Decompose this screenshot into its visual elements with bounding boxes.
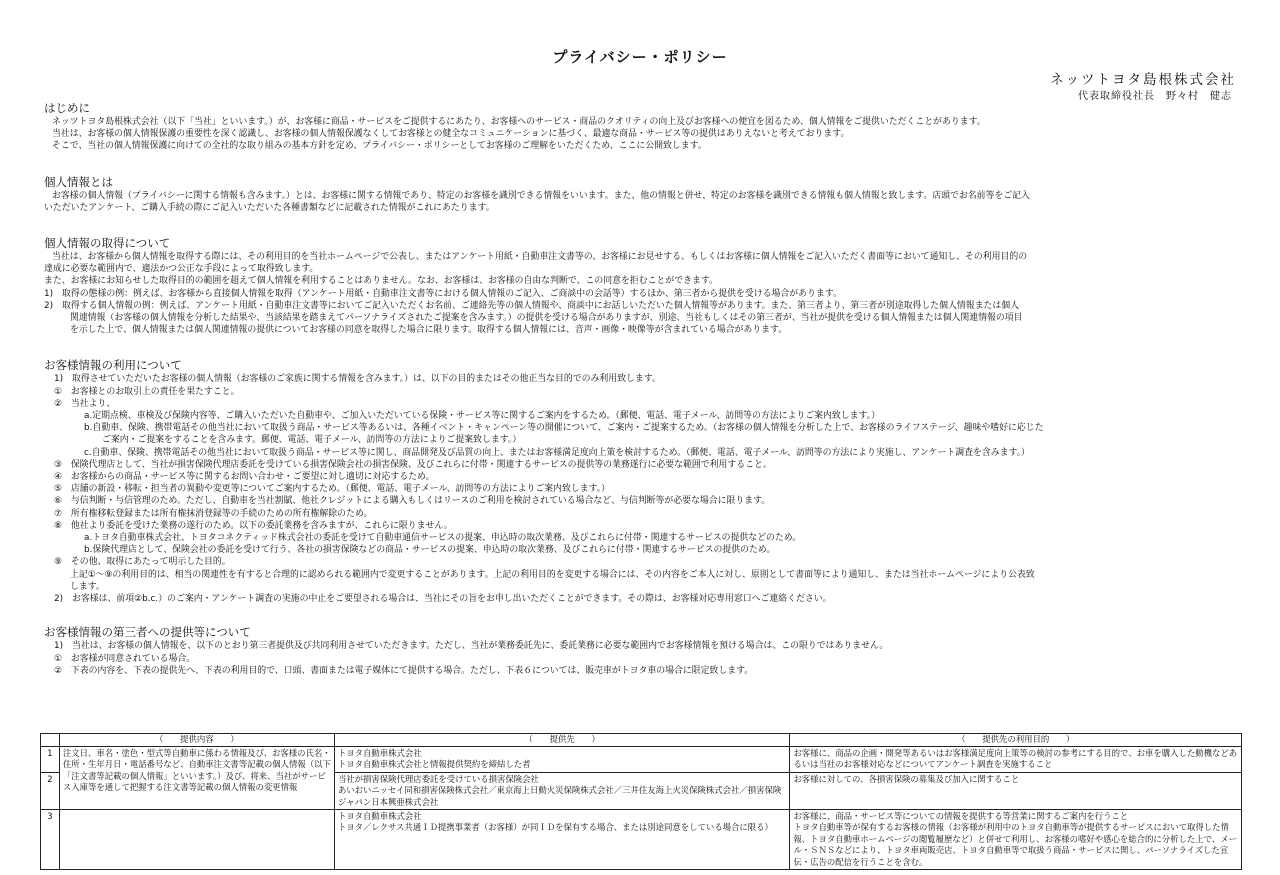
usage-line: ⑦ 所有権移転登録または所有権抹消登録等の手続のための所有権解除のため。 [54,508,373,519]
table-header-content: （ 提供内容 ） [59,734,334,747]
section-heading-definition: 個人情報とは [44,174,113,189]
usage-line: ① お客様とのお取引上の責任を果たすこと。 [54,386,240,397]
acquisition-line: 達成に必要な範囲内で、適法かつ公正な手段によって取得致します。 [44,264,319,275]
usage-line: b.自動車、保険、携帯電話その他当社において取扱う商品・サービス等あるいは、各種イベント・キャンペーン等の開催について、ご案内・ご提案するため。（お客様の個人情報を分析した上で、お客様のライフステージ、趣味や嗜好に応じた [84,423,1044,434]
section-heading-intro: はじめに [44,101,90,115]
acquisition-line: 1) 取得の態様の例：例えば、お客様から直接個人情報を取得（アンケート用紙・自動車注文書等における個人情報のご記入、ご商談中の会話等）するほか、第三者から提供を受ける場合があります。 [44,288,842,299]
usage-line: a.定期点検、車検及び保険内容等、ご購入いただいた自動車や、ご加入いただいている保険・サービス等に関するご案内をするため。（郵便、電話、電子メール、訪問等の方法によりご案内致します。） [84,411,880,422]
row-number: 2 [41,772,60,809]
table-row [41,747,1242,773]
usage-line: 2) お客様は、前項②b.c.）のご案内・アンケート調査の実施の中止をご要望される場合は、当社にその旨をお申し出いただくことができます。その際は、お客様対応専用窓口へご連絡ください。 [54,594,832,605]
representative-name: 代表取締役社長 野々村 健志 [1078,91,1232,102]
table-header-recipient: （ 提供先 ） [334,734,790,747]
purpose-cell: お客様に、商品・サービス等についての情報を提供する等営業に関するご案内を行うこと トヨタ自動車等が保有するお客様の情報（お客様が利用中のトヨタ自動車等が提供するサービスにおいて取得した情報、トヨタ自動車ホームページの閲覧履歴など）と併せて利用し、お客様の嗜好や感心を総合的に分析した上で、メール・ＳＮＳなどにより、トヨタ車両販売店、トヨタ自動車等で取扱う商品・サービスに関し、パーソナライズした宣伝・広告の配信を行うことを含む。 [790,810,1242,870]
intro-line: ネッツトヨタ島根株式会社（以下「当社」といいます。）が、お客様に商品・サービスをご提供するにあたり、お客様へのサービス・商品のクオリティの向上及びお客様への便宜を図るため、個人情報をご提供いただくことがあります。 [52,117,986,127]
recipient-cell: トヨタ自動車株式会社 トヨタ自動車株式会社と情報提供契約を締結した者 [334,747,790,773]
third-party-line: ② 下表の内容を、下表の提供先へ、下表の利用目的で、口頭、書面または電子媒体にて提供する場合。ただし、下表６については、販売車がトヨタ車の場合に限定致します。 [54,665,754,676]
usage-line: 1) 取得させていただいたお客様の個人情報（お客様のご家族に関する情報を含みます。）は、以下の目的またはその他正当な目的でのみ利用致します。 [54,374,661,385]
company-name: ネッツトヨタ島根株式会社 [1050,72,1236,88]
table-header-row [41,734,1242,747]
intro-line: 当社は、お客様の個人情報保護の重要性を深く認識し、お客様の個人情報保護なくしてお客様との健全なコミュニケーションに基づく、最適な商品・サービス等の提供はありえないと考えております。 [52,129,850,140]
usage-line: ⑨ その他、取得にあたって明示した目的。 [54,557,231,568]
acquisition-line: 2) 取得する個人情報の例：例えば、アンケート用紙・自動車注文書等においてご記入いただくお名前、ご連絡先等の個人情報や、商談中にお話しいただいた個人情報等があります。また、第三者より、第三者が別途取得した個人情報または個人 [44,300,1020,311]
recipient-cell: トヨタ自動車株式会社 トヨタ／レクサス共通ＩＤ提携事業者（お客様）が同ＩＤを保有する場合、または別途同意をしている場合に限る） [334,810,790,870]
purpose-cell: お客様に対しての、各損害保険の募集及び加入に関すること [790,772,1242,809]
intro-line: そこで、当社の個人情報保護に向けての全社的な取り組みの基本方針を定め、プライバシー・ポリシーとしてお客様のご理解をいただくため、ここに公開致します。 [52,141,707,152]
section-heading-third-party: お客様情報の第三者への提供等について [44,625,251,640]
usage-line: ② 当社より、 [54,398,116,409]
purpose-cell: お客様に、商品の企画・開発等あるいはお客様満足度向上策等の検討の参考にする目的で、お車を購入した動機などあるいは当社のお客様対応などについてアンケート調査を実施すること [790,747,1242,773]
page-title: プライバシー・ポリシー [552,48,728,66]
acquisition-line: 当社は、お客様から個人情報を取得する際には、その利用目的を当社ホームページで公表し、またはアンケート用紙・自動車注文書等の、お客様にお見せする、もしくはお客様に個人情報をご記入いただく書面等において通知し、その利用目的の [52,252,1028,263]
row-number: 3 [41,810,60,870]
usage-line: します。 [70,581,105,592]
provided-content-cell: 注文日、車名・塗色・型式等自動車に係わる情報及び、お客様の氏名・住所・生年月日・電話番号など、自動車注文書等記載の個人情報（以下「注文書等記載の個人情報」といいます。）及び、将来、当社がサービス入庫等を通して把握する注文書等記載の個人情報の変更情報 [59,747,334,810]
row-number: 1 [41,747,60,773]
recipient-cell: 当社が損害保険代理店委託を受けている損害保険会社 あいおいニッセイ同和損害保険株式会社／東京海上日動火災保険株式会社／三井住友海上火災保険株式会社／損害保険ジャパン日本興亜株式会社 [334,772,790,809]
definition-line: いただいたアンケート、ご購入手続の際にご記入いただいた各種書類などに記載された情報がこれにあたります。 [44,202,495,213]
usage-line: ⑤ 店舗の新設・移転・担当者の異動や変更等についてご案内するため。（郵便、電話、電子メール、訪問等の方法によりご案内致します。） [54,484,611,495]
policy-body [44,101,1240,677]
provided-content-cell-empty [59,810,334,870]
definition-line: お客様の個人情報（プライバシーに関する情報も含みます。）とは、お客様に関する情報であり、特定のお客様を識別できる情報をいいます。また、他の情報と併せ、特定のお客様を識別できる情報も個人情報と致します。店頭でお名前等をご記入 [52,190,1030,201]
third-party-line: ① お客様が同意されている場合。 [54,653,196,664]
usage-line: a.トヨタ自動車株式会社、トヨタコネクティッド株式会社の委託を受けて自動車通信サービスの提案、申込時の取次業務、及びこれらに付帯・関連するサービスの提供などのため。 [84,533,802,544]
section-heading-acquisition: 個人情報の取得について [44,236,171,251]
usage-line: 上記①～⑨の利用目的は、相当の関連性を有すると合理的に認められる範囲内で変更することがあります。上記の利用目的を変更する場合には、その内容をご本人に対し、原則として書面等により通知し、または当社ホームページにより公表致 [70,569,1035,580]
usage-line: ⑥ 与信判断・与信管理のため。ただし、自動車を当社割賦、他社クレジットによる購入もしくはリースのご利用を検討されている場合など、与信判断等が必要な場合に限ります。 [54,496,771,507]
table-header-purpose: （ 提供先の利用目的 ） [790,734,1242,747]
acquisition-line: を示した上で、個人情報または個人関連情報の提供についてお客様の同意を取得した場合に限ります。取得する個人情報には、音声・画像・映像等が含まれている場合があります。 [70,325,788,336]
usage-line: ご案内・ご提案をすることを含みます。郵便、電話、電子メール、訪問等の方法によりご提案致します。） [102,435,522,446]
usage-line: b.保険代理店として、保険会社の委託を受けて行う、各社の損害保険などの商品・サービスの提案、申込時の取次業務、及びこれらに付帯・関連するサービスの提供のため。 [84,545,776,556]
section-heading-usage: お客様情報の利用について [44,358,182,373]
table-row [41,810,1242,870]
table-header-num [41,734,60,747]
usage-line: ④ お客様からの商品・サービス等に関するお問い合わせ・ご要望に対し適切に対応するため。 [54,472,435,483]
acquisition-line: また、お客様にお知らせした取得目的の範囲を超えて個人情報を利用することはありません。なお、お客様は、お客様の自由な判断で、この同意を拒むことができます。 [44,276,718,287]
third-party-provision-table [40,733,1242,870]
usage-line: ③ 保険代理店として、当社が損害保険代理店委託を受けている損害保険会社の損害保険、及びこれらに付帯・関連するサービスの提供等の業務遂行に必要な範囲で利用すること。 [54,459,772,470]
usage-line: ⑧ 他社より委託を受けた業務の遂行のため。以下の委託業務を含みますが、これらに限りません。 [54,520,453,531]
third-party-line: 1) 当社は、お客様の個人情報を、以下のとおり第三者提供及び共同利用させていただきます。ただし、当社が業務委託先に、委託業務に必要な範囲内でお客様情報を預ける場合は、この限りではありません。 [54,641,889,652]
acquisition-line: 関連情報（お客様の個人情報を分析した結果や、当該結果を踏まえてパーソナライズされたご提案を含みます。）の提供を受ける場合がありますが、別途、当社もしくはその第三者が、当社が提供を受ける個人情報または個人関連情報の項目 [70,313,1023,324]
usage-line: c.自動車、保険、携帯電話その他当社において取扱う商品・サービス等に関し、商品開発及び品質の向上、またはお客様満足度向上策を検討するため。（郵便、電話、電子メール、訪問等の方法により実施し、アンケート調査を含みます。） [84,447,1030,458]
